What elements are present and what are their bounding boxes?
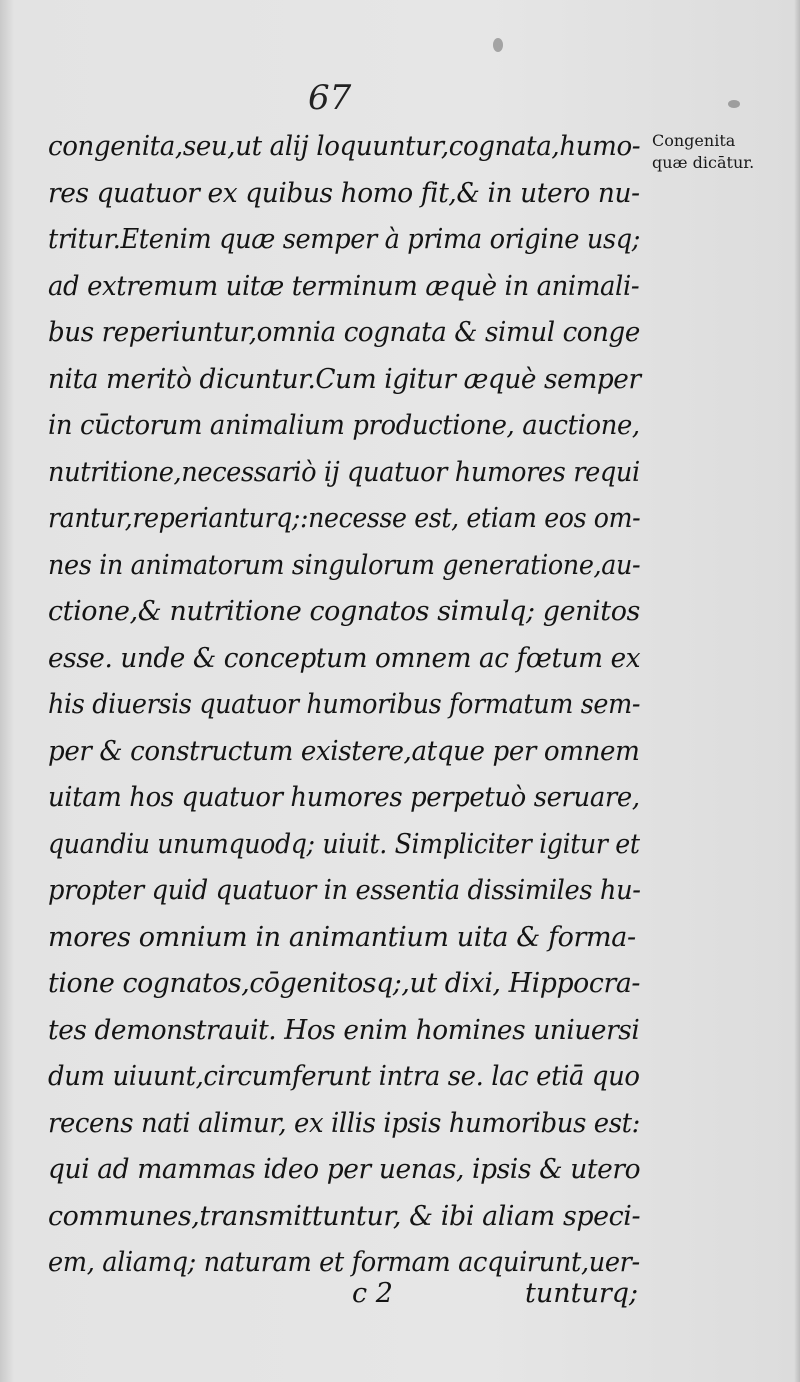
text-line: rantur,reperianturq;:necesse est, etiam eos om- xyxy=(48,503,641,534)
text-line: in cūctorum animalium productione, auctione, xyxy=(48,410,640,441)
text-line: tes demonstrauit. Hos enim homines uniuersi xyxy=(48,1014,640,1046)
text-line: res quatuor ex quibus homo fit,& in utero nu- xyxy=(48,177,640,209)
text-line: recens nati alimur, ex illis ipsis humoribus est: xyxy=(48,1107,640,1139)
text-line: bus reperiuntur,omnia cognata & simul conge xyxy=(48,317,640,348)
text-line: mores omnium in animantium uita & forma- xyxy=(48,921,636,953)
text-line: ad extremum uitæ terminum æquè in animali- xyxy=(48,270,640,302)
ink-speck xyxy=(493,38,503,52)
text-line: qui ad mammas ideo per uenas, ipsis & utero xyxy=(48,1154,641,1185)
body-text xyxy=(48,124,641,1287)
marginal-note xyxy=(652,130,800,174)
marginal-note-line: quæ dicātur. xyxy=(652,153,755,172)
text-line: per & constructum existere,atque per omnem xyxy=(48,735,640,767)
text-line: tritur.Etenim quæ semper à prima origine usq; xyxy=(48,224,640,255)
text-line: congenita,seu,ut alij loquuntur,cognata,humo- xyxy=(48,131,641,162)
text-line: nita meritò dicuntur.Cum igitur æquè semper xyxy=(48,363,641,395)
text-line: nes in animatorum singulorum generatione,au- xyxy=(48,549,641,581)
text-line: esse. unde & conceptum omnem ac fœtum ex xyxy=(48,642,641,674)
text-line: nutritione,necessariò ij quatuor humores requi xyxy=(48,456,640,488)
text-line: em, aliamq; naturam et formam acquirunt,uer- xyxy=(48,1247,640,1278)
footer-line xyxy=(300,1278,640,1318)
marginal-note-line: Congenita xyxy=(652,131,736,150)
text-line: his diuersis quatuor humoribus formatum sem- xyxy=(48,689,641,720)
text-line: communes,transmittuntur, & ibi aliam speci- xyxy=(48,1200,641,1232)
catchword: tunturq; xyxy=(525,1278,639,1309)
text-line: quandiu unumquodq; uiuit. Simpliciter igitur et xyxy=(48,828,640,860)
text-line: tione cognatos,cōgenitosq;,ut dixi, Hippocra- xyxy=(48,968,641,999)
text-line: propter quid quatuor in essentia dissimiles hu- xyxy=(48,875,641,906)
text-line: dum uiuunt,circumferunt intra se. lac etiā quo xyxy=(48,1061,640,1092)
text-line: ctione,& nutritione cognatos simulq; genitos xyxy=(48,596,640,627)
text-line: uitam hos quatuor humores perpetuò seruare, xyxy=(48,782,640,813)
ink-speck xyxy=(728,100,740,108)
page-edge-shadow xyxy=(794,0,800,1382)
signature-mark: c 2 xyxy=(352,1278,393,1309)
page-number: 67 xyxy=(308,78,352,118)
